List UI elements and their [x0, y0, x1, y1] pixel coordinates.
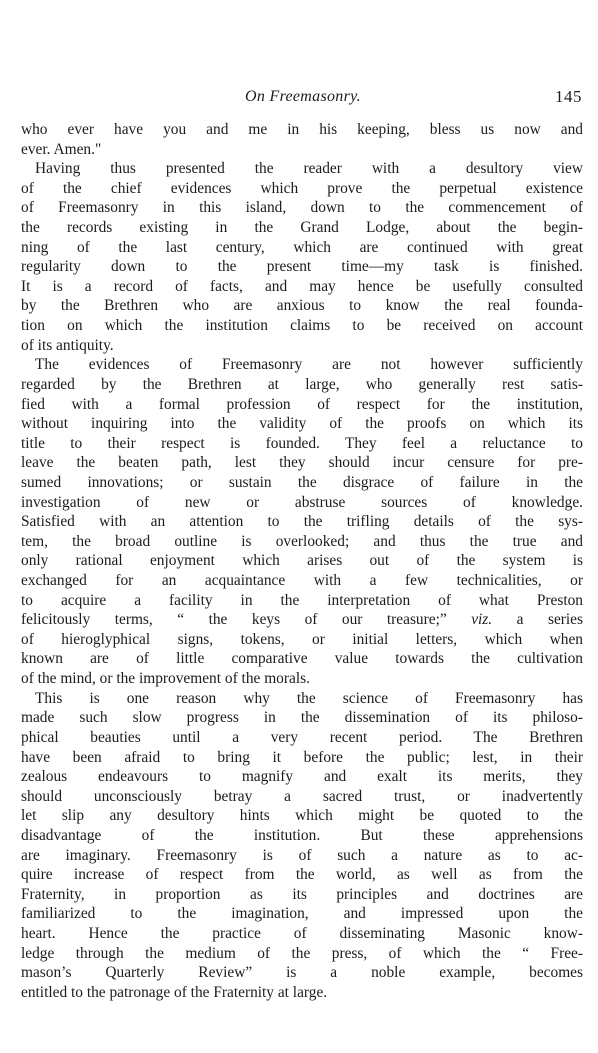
- text-line: This is one reason why the science of Freemasonry has: [35, 689, 583, 707]
- text-line: the records existing in the Grand Lodge, about the begin-: [21, 219, 583, 237]
- text-line: let slip any desultory hints which might be quoted to the: [21, 807, 583, 825]
- body-text: [21, 120, 583, 1002]
- italic-abbreviation: viz.: [471, 611, 493, 629]
- text-line: sumed innovations; or sustain the disgrace of failure in the: [21, 473, 583, 491]
- text-line: disadvantage of the institution. But these apprehensions: [21, 826, 583, 844]
- text-line: are imaginary. Freemasonry is of such a nature as to ac-: [21, 846, 583, 864]
- text-line: heart. Hence the practice of disseminating Masonic know-: [21, 924, 583, 942]
- text-line: ledge through the medium of the press, of which the “ Free-: [21, 944, 583, 962]
- text-line: of Freemasonry in this island, down to the commencement of: [21, 199, 583, 217]
- text-line: It is a record of facts, and may hence be usefully consulted: [21, 277, 583, 295]
- text-line: who ever have you and me in his keeping, bless us now and: [21, 121, 583, 138]
- text-line: of the chief evidences which prove the perpetual existence: [21, 179, 583, 197]
- text-line: felicitously terms, “ the keys of our treasure;” viz. a series: [21, 611, 583, 629]
- text-line: familiarized to the imagination, and impressed upon the: [21, 905, 583, 923]
- text-line: should unconsciously betray a sacred trust, or inadvertently: [21, 787, 583, 805]
- text-line: zealous endeavours to magnify and exalt its merits, they: [21, 768, 583, 786]
- text-line: Satisfied with an attention to the trifling details of the sys-: [21, 513, 583, 531]
- text-line: without inquiring into the validity of the proofs on which its: [21, 415, 583, 433]
- running-title: On Freemasonry.: [245, 88, 361, 105]
- text-line: known are of little comparative value towards the cultivation: [21, 650, 583, 668]
- text-line: tem, the broad outline is overlooked; and thus the true and: [21, 532, 583, 550]
- text-line: of the mind, or the improvement of the morals.: [21, 670, 310, 688]
- text-line: of hieroglyphical signs, tokens, or initial letters, which when: [21, 630, 583, 648]
- text-line: phical beauties until a very recent period. The Brethren: [21, 728, 583, 746]
- text-line: mason’s Quarterly Review” is a noble example, becomes: [21, 964, 583, 982]
- text-line: regularity down to the present time—my task is finished.: [21, 258, 583, 276]
- text-line: made such slow progress in the dissemination of its philoso-: [21, 709, 583, 727]
- text-line: to acquire a facility in the interpretation of what Preston: [21, 591, 583, 609]
- text-line: leave the beaten path, lest they should incur censure for pre-: [21, 454, 583, 472]
- text-line: quire increase of respect from the world, as well as from the: [21, 866, 583, 884]
- page-header: [22, 88, 584, 112]
- text-line: investigation of new or abstruse sources of knowledge.: [21, 493, 583, 511]
- page-number: 145: [555, 87, 582, 106]
- text-line: regarded by the Brethren at large, who generally rest satis-: [21, 375, 583, 393]
- text-line: exchanged for an acquaintance with a few technicalities, or: [21, 572, 583, 590]
- text-line: fied with a formal profession of respect for the institution,: [21, 395, 583, 413]
- text-line: ever. Amen.": [21, 140, 102, 158]
- text-line: Fraternity, in proportion as its principles and doctrines are: [21, 885, 583, 903]
- text-line: The evidences of Freemasonry are not however sufficiently: [35, 356, 583, 374]
- text-line: of its antiquity.: [21, 336, 114, 354]
- text-line: title to their respect is founded. They feel a reluctance to: [21, 434, 583, 452]
- text-line: Having thus presented the reader with a desultory view: [35, 160, 583, 178]
- text-line: tion on which the institution claims to be received on account: [21, 317, 583, 335]
- text-line: only rational enjoyment which arises out of the system is: [21, 552, 583, 570]
- text-line: entitled to the patronage of the Fraternity at large.: [21, 983, 328, 1001]
- text-line: by the Brethren who are anxious to know the real founda-: [21, 297, 583, 315]
- text-line: have been afraid to bring it before the public; lest, in their: [21, 748, 583, 766]
- text-line: ning of the last century, which are continued with great: [21, 238, 583, 256]
